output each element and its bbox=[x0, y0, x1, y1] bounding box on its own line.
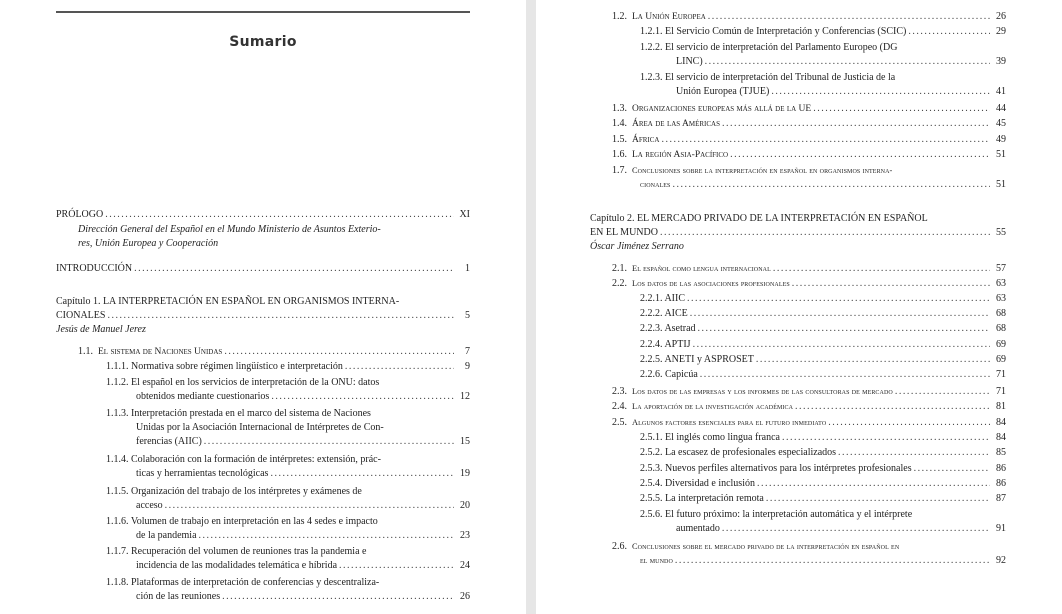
page-number: 15 bbox=[460, 436, 470, 448]
entry-title: Conclusiones sobre la interpretación en español en organismos interna- bbox=[632, 166, 893, 175]
prologo-author bbox=[78, 223, 438, 251]
entry-title: 2.5.4. Diversidad e inclusión bbox=[640, 478, 755, 489]
page-number: 84 bbox=[996, 417, 1006, 428]
chapter-title-line: EN EL MUNDO bbox=[590, 227, 658, 239]
section-number: 2.4. bbox=[612, 401, 627, 412]
page-number: 51 bbox=[996, 179, 1006, 191]
left-page bbox=[0, 0, 526, 614]
toc-entry-2-5-2[interactable] bbox=[640, 446, 1006, 460]
toc-entry-2-5-4[interactable] bbox=[640, 477, 1006, 491]
entry-title: 1.1.8. Plataformas de interpretación de conferencias y descentraliza- bbox=[106, 577, 380, 588]
chapter-author: Óscar Jiménez Serrano bbox=[590, 241, 684, 253]
entry-title: La aportación de la investigación académica bbox=[632, 402, 794, 411]
chapter-title-line: Capítulo 2. EL MERCADO PRIVADO DE LA INTERPRETACIÓN EN ESPAÑOL bbox=[590, 213, 928, 224]
entry-title: 2.2.1. AIIC bbox=[640, 293, 685, 304]
toc-entry-prologo[interactable] bbox=[56, 208, 470, 222]
entry-title: 1.1.3. Interpretación prestada en el marco del sistema de Naciones bbox=[106, 408, 371, 419]
page-number: 69 bbox=[996, 339, 1006, 350]
toc-entry-chapter-1[interactable] bbox=[56, 295, 470, 338]
toc-entry-1-5[interactable] bbox=[612, 133, 1006, 147]
page-number: 87 bbox=[996, 493, 1006, 504]
section-number: 2.1. bbox=[612, 263, 627, 274]
entry-title-cont: ción de las reuniones bbox=[136, 591, 221, 603]
page-number: 55 bbox=[996, 227, 1006, 239]
toc-entry-introduccion[interactable] bbox=[56, 262, 470, 276]
page-number: 57 bbox=[996, 263, 1006, 274]
page-number: 86 bbox=[996, 463, 1006, 474]
entry-title: 2.5.2. La escasez de profesionales especializados bbox=[640, 447, 837, 458]
right-page bbox=[536, 0, 1062, 614]
toc-entry-2-2-5[interactable] bbox=[640, 353, 1006, 367]
author-line: res, Unión Europea y Cooperación bbox=[78, 238, 219, 250]
toc-entry-1-1-6[interactable] bbox=[106, 515, 470, 543]
page-number: 63 bbox=[996, 278, 1006, 289]
section-number: 1.4. bbox=[612, 118, 627, 129]
section-number: 1.5. bbox=[612, 134, 627, 145]
page-number: 84 bbox=[996, 432, 1006, 443]
entry-title-cont: incidencia de las modalidades telemática e híbrida bbox=[136, 560, 338, 572]
toc-entry-2-2-4[interactable] bbox=[640, 338, 1006, 352]
toc-entry-1-2-1[interactable] bbox=[640, 25, 1006, 39]
entry-title-cont: Unidas por la Asociación Internacional de Intérpretes de Con- bbox=[136, 422, 384, 434]
section-number: 2.6. bbox=[612, 541, 627, 552]
entry-title: 2.5.6. El futuro próximo: la interpretación automática y el intérprete bbox=[640, 509, 913, 520]
page-number: 69 bbox=[996, 354, 1006, 365]
entry-title: 1.1.2. El español en los servicios de interpretación de la ONU: datos bbox=[106, 377, 380, 388]
entry-title-cont: Unión Europea (TJUE) bbox=[676, 86, 770, 98]
toc-entry-2-5-1[interactable] bbox=[640, 431, 1006, 445]
top-rule bbox=[56, 11, 470, 13]
entry-title: 1.1.7. Recuperación del volumen de reuniones tras la pandemia e bbox=[106, 546, 367, 557]
entry-title: 2.2.4. APTIJ bbox=[640, 339, 691, 350]
page-number: 7 bbox=[465, 346, 470, 357]
entry-title-cont: obtenidos mediante cuestionarios bbox=[136, 391, 270, 403]
chapter-author: Jesús de Manuel Jerez bbox=[56, 324, 146, 336]
entry-title: PRÓLOGO bbox=[56, 209, 104, 220]
entry-title: El español como lengua internacional bbox=[632, 264, 771, 273]
page-number: 85 bbox=[996, 447, 1006, 458]
toc-entry-chapter-2[interactable] bbox=[590, 212, 1006, 255]
page-number: 5 bbox=[465, 310, 470, 322]
toc-entry-2-2-3[interactable] bbox=[640, 322, 1006, 336]
toc-entry-1-1-5[interactable] bbox=[106, 485, 470, 513]
page-number: 19 bbox=[460, 468, 470, 480]
page-number: 51 bbox=[996, 149, 1006, 160]
toc-entry-1-1-3[interactable] bbox=[106, 407, 470, 450]
page-number: 45 bbox=[996, 118, 1006, 129]
toc-entry-2-6[interactable] bbox=[612, 540, 1006, 568]
entry-title: 2.2.6. Capicúa bbox=[640, 369, 698, 380]
page-number: 26 bbox=[996, 11, 1006, 22]
page-number: 12 bbox=[460, 391, 470, 403]
toc-entry-2-1[interactable] bbox=[612, 262, 1006, 276]
page-number: 29 bbox=[996, 26, 1006, 37]
page-number: 20 bbox=[460, 500, 470, 512]
toc-entry-1-2[interactable] bbox=[612, 10, 1006, 24]
toc-entry-1-2-2[interactable] bbox=[640, 41, 1006, 69]
entry-title: Algunos factores esenciales para el futuro inmediato bbox=[632, 418, 827, 427]
page-number: 26 bbox=[460, 591, 470, 603]
section-number: 2.5. bbox=[612, 417, 627, 428]
toc-entry-1-1-1[interactable] bbox=[106, 360, 470, 374]
toc-entry-2-4[interactable] bbox=[612, 400, 1006, 414]
entry-title: Área de las Américas bbox=[632, 119, 720, 129]
toc-entry-1-6[interactable] bbox=[612, 148, 1006, 162]
section-number: 1.2. bbox=[612, 11, 627, 22]
entry-title: 2.5.1. El inglés como lingua franca bbox=[640, 432, 780, 443]
entry-title: El sistema de Naciones Unidas bbox=[98, 347, 223, 357]
chapter-title-line: CIONALES bbox=[56, 310, 106, 322]
entry-title-cont: de la pandemia bbox=[136, 530, 197, 542]
entry-title: 1.1.4. Colaboración con la formación de intérpretes: extensión, prác- bbox=[106, 454, 381, 465]
entry-title: Conclusiones sobre el mercado privado de la interpretación en español en bbox=[632, 542, 900, 551]
entry-title: 1.2.3. El servicio de interpretación del Tribunal de Justicia de la bbox=[640, 72, 896, 83]
page-number: 9 bbox=[465, 361, 470, 372]
toc-entry-1-3[interactable] bbox=[612, 102, 1006, 116]
page-number: 24 bbox=[460, 560, 470, 572]
entry-title-cont: el mundo bbox=[640, 556, 673, 566]
entry-title: 2.2.5. ANETI y ASPROSET bbox=[640, 354, 754, 365]
entry-title: Los datos de las asociaciones profesionales bbox=[632, 279, 790, 288]
toc-entry-1-7[interactable] bbox=[612, 164, 1006, 192]
entry-title: 1.2.2. El servicio de interpretación del Parlamento Europeo (DG bbox=[640, 42, 898, 53]
entry-title: 1.1.1. Normativa sobre régimen lingüístico e interpretación bbox=[106, 361, 343, 372]
toc-entry-2-5-3[interactable] bbox=[640, 462, 1006, 476]
entry-title: 2.2.3. Asetrad bbox=[640, 323, 696, 334]
section-number: 2.2. bbox=[612, 278, 627, 289]
entry-title: 1.1.6. Volumen de trabajo en interpretación en las 4 sedes e impacto bbox=[106, 516, 378, 527]
entry-title-cont: aumentado bbox=[676, 523, 720, 535]
toc-entry-2-2-1[interactable] bbox=[640, 292, 1006, 306]
entry-title: 2.2.2. AICE bbox=[640, 308, 688, 319]
page-number: 1 bbox=[465, 263, 470, 274]
page-number: 23 bbox=[460, 530, 470, 542]
toc-entry-2-5-5[interactable] bbox=[640, 492, 1006, 506]
section-number: 1.6. bbox=[612, 149, 627, 160]
entry-title: La Unión Europea bbox=[632, 12, 706, 22]
entry-title: Organizaciones europeas más allá de la UE bbox=[632, 104, 812, 114]
toc-entry-1-1-4[interactable] bbox=[106, 453, 470, 481]
page-number: 71 bbox=[996, 386, 1006, 397]
toc-entry-1-4[interactable] bbox=[612, 117, 1006, 131]
page-number: 92 bbox=[996, 555, 1006, 567]
page-number: 68 bbox=[996, 308, 1006, 319]
chapter-title-line: Capítulo 1. LA INTERPRETACIÓN EN ESPAÑOL EN ORGANISMOS INTERNA- bbox=[56, 296, 400, 307]
page-number: XI bbox=[459, 209, 470, 220]
page-number: 39 bbox=[996, 56, 1006, 68]
entry-title: Los datos de las empresas y los informes de las consultoras de mercado bbox=[632, 387, 893, 396]
toc-entry-2-5[interactable] bbox=[612, 416, 1006, 430]
page-number: 81 bbox=[996, 401, 1006, 412]
page-number: 49 bbox=[996, 134, 1006, 145]
page-number: 71 bbox=[996, 369, 1006, 380]
page-number: 44 bbox=[996, 103, 1006, 114]
section-number: 1.7. bbox=[612, 165, 627, 176]
entry-title: INTRODUCCIÓN bbox=[56, 263, 133, 274]
toc-entry-2-3[interactable] bbox=[612, 385, 1006, 399]
entry-title-cont: LINC) bbox=[676, 56, 703, 68]
toc-entry-1-1-8[interactable] bbox=[106, 576, 470, 604]
entry-title-cont: ticas y herramientas tecnológicas bbox=[136, 468, 269, 480]
toc-entry-1-1-2[interactable] bbox=[106, 376, 470, 404]
page-number: 41 bbox=[996, 86, 1006, 98]
page-gutter bbox=[526, 0, 536, 614]
entry-title-cont: ferencias (AIIC) bbox=[136, 436, 202, 448]
page-number: 63 bbox=[996, 293, 1006, 304]
toc-entry-2-5-6[interactable] bbox=[640, 508, 1006, 536]
page-number: 86 bbox=[996, 478, 1006, 489]
entry-title-cont: cionales bbox=[640, 180, 671, 190]
author-line: Dirección General del Español en el Mundo Ministerio de Asuntos Exterio- bbox=[78, 224, 381, 235]
entry-title: 2.5.3. Nuevos perfiles alternativos para los intérpretes profesionales bbox=[640, 463, 912, 474]
section-number: 2.3. bbox=[612, 386, 627, 397]
entry-title: 1.1.5. Organización del trabajo de los intérpretes y exámenes de bbox=[106, 486, 362, 497]
toc-entry-2-2-2[interactable] bbox=[640, 307, 1006, 321]
section-number: 1.3. bbox=[612, 103, 627, 114]
page-number: 91 bbox=[996, 523, 1006, 535]
toc-entry-1-2-3[interactable] bbox=[640, 71, 1006, 99]
page-number: 68 bbox=[996, 323, 1006, 334]
toc-entry-2-2[interactable] bbox=[612, 277, 1006, 291]
entry-title: 1.2.1. El Servicio Común de Interpretación y Conferencias (SCIC) bbox=[640, 26, 907, 37]
toc-entry-2-2-6[interactable] bbox=[640, 368, 1006, 382]
toc-entry-1-1[interactable] bbox=[78, 345, 470, 359]
entry-title: África bbox=[632, 135, 660, 145]
page-title: Sumario bbox=[229, 34, 297, 50]
entry-title: 2.5.5. La interpretación remota bbox=[640, 493, 764, 504]
section-number: 1.1. bbox=[78, 346, 93, 357]
entry-title: La región Asia-Pacífico bbox=[632, 150, 729, 160]
toc-entry-1-1-7[interactable] bbox=[106, 545, 470, 573]
entry-title-cont: acceso bbox=[136, 500, 163, 512]
